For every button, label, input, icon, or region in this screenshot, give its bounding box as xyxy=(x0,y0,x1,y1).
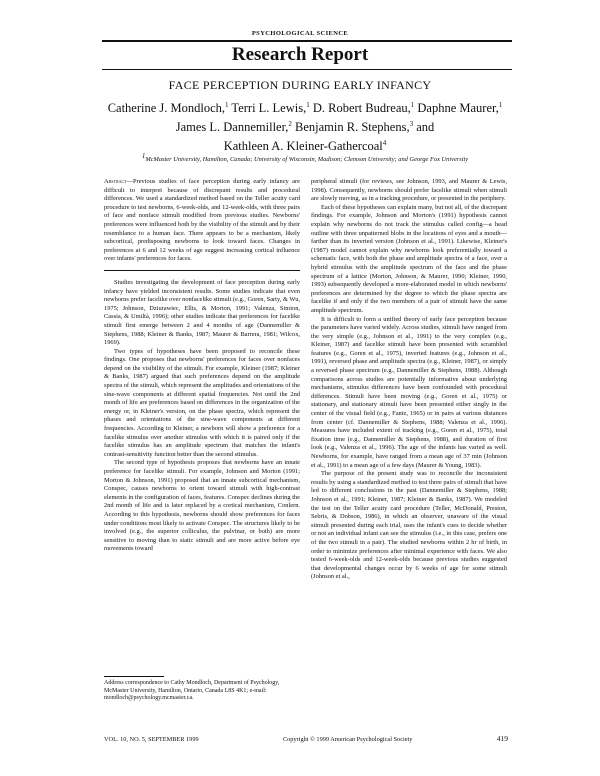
author-name: D. Robert Budreau, xyxy=(309,101,411,116)
affiliations-text: McMaster University, Hamilton, Canada; University of Wisconsin, Madison; Clemson University; and George Fox University xyxy=(145,156,469,164)
section-rule xyxy=(102,69,512,70)
body-paragraph: The purpose of the present study was to reconcile the inconsistent results by using a standardized method to test three pairs of stimuli that have led to different conclusions in the past (Dannemiller & Stephens, 1988; Johnson et al., 1991; Kleiner, 1987; Kleiner & Banks, 1987). We modeled the test on the Teller acuity card procedure (Teller, McDonald, Preston, Sebris, & Dobson, 1986), in which an observer, unaware of the visual stimuli presented during each trial, uses the infant's cues to decide whether or not an individual infant can see the stimulus (i.e., in this case, prefers one of the two stimuli in a pair). The studied newborns within 2 hr of birth, in order to minimize preferences after minimal experience with faces. We also tested 6-week-olds and 12-week-olds because previous studies suggested that developmental changes occur by 6 weeks of age for some stimuli (Johnson et al., xyxy=(311,470,507,581)
left-column xyxy=(104,178,300,554)
body-paragraph: Two types of hypotheses have been proposed to reconcile these findings. One proposes that newborns' preferences for faces over nonfaces depend on the visibility of the stimuli. For example, Kleiner (1987; Kleiner & Banks, 1987) argued that such preferences depend on the amplitude spectra of the stimuli, which represent the amplitudes and orientations of the sine-wave components at different spatial frequencies. Not until the 2nd month of life are preferences based on differences in the organization of the energy or, in Kleiner's version, on the phase spectra, which represent the phases and orientations of the sine-wave components at different frequencies. According to Kleiner, a newborn will show a preference for a facelike stimulus over another stimulus with which it is paired only if the facelike stimulus has an amplitude spectrum that matches the infant's contrast-sensitivity function better than the second stimulus. xyxy=(104,347,300,458)
abstract-label: Abstract— xyxy=(104,178,134,185)
author-name: Kathleen A. Kleiner-Gathercoal xyxy=(223,139,383,154)
header-rule xyxy=(102,40,512,42)
paper-title: FACE PERCEPTION DURING EARLY INFANCY xyxy=(168,78,432,92)
section-title: Research Report xyxy=(231,44,369,65)
abstract-text: Previous studies of face perception during early infancy are difficult to interpret because of discrepant results and procedural differences. We used a standardized method based on the Teller acuity card procedure to test newborns, 6-week-olds, and 12-week-olds, with three pairs of face and nonface stimuli modified from previous studies. Newborns' preferences were influenced both by the visibility of the stimuli and by their resemblance to a human face. There appears to be a mechanism, likely subcortical, predisposing newborns to look toward faces. Changes in preferences at 6 and 12 weeks of age suggest increasing cortical influence over infants' preferences for faces. xyxy=(104,178,300,263)
footnote-rule xyxy=(104,676,164,677)
page-number: 419 xyxy=(496,734,508,743)
abstract-rule xyxy=(104,270,300,271)
copyright-notice: Copyright © 1999 American Psychological Society xyxy=(282,736,413,743)
body-paragraph: peripheral stimuli (for reviews, see Johnson, 1993, and Maurer & Lewis, 1998). Consequently, newborns should prefer facelike stimuli when stimuli are slowly moving, as in a tracking procedure, or presented in the periphery. xyxy=(311,178,507,203)
affiliation-marker: 2 xyxy=(288,120,292,129)
body-paragraph: Each of these hypotheses can explain many, but not all, of the discrepant findings. For example, Johnson and Morton's (1991) hypothesis cannot explain why newborns do not track the stimulus called config—a head outline with three unpatterned blobs in the locations of eyes and a mouth—farther than its inverted version (Johnson et al., 1991). Likewise, Kleiner's (1987) model cannot explain why newborns look preferentially toward a schematic face, with both the phase and amplitude spectra of a face, over a hybrid stimulus with the amplitude spectrum of the face and the phase spectrum of a lattice (Morton, Johnson, & Maurer, 1990; Kleiner, 1990, 1993) subsequently developed a more-elaborated model in which newborns' preferences are determined by the degree to which the phase spectra are facelike if and only if the two members of a pair of stimuli have the same amplitude spectrum. xyxy=(311,203,507,314)
page-footer xyxy=(104,734,508,743)
author-name: Daphne Maurer, xyxy=(414,101,499,116)
author-name: Catherine J. Mondloch, xyxy=(107,101,226,116)
author-list xyxy=(90,97,520,154)
affiliation-marker: 1 xyxy=(225,101,229,109)
affiliation-marker: 1 xyxy=(498,101,503,109)
author-conjunction: and xyxy=(413,120,435,135)
affiliation-marker: 3 xyxy=(409,120,414,129)
journal-name: PSYCHOLOGICAL SCIENCE xyxy=(251,30,349,37)
body-paragraph: It is difficult to form a unified theory of early face perception because the parameters have varied widely. Across studies, stimuli have ranged from the very simple (e.g., Johnson et al., 1991) to the very complex (e.g., Kleiner, 1987) and facelike stimuli have been presented with scrambled features (e.g., Goren et al., 1975), inverted features (e.g., Johnson et al., 1991), reversed phase and amplitude spectra (e.g., Kleiner, 1987), or simply a reversed phase spectrum (e.g., Dannemiller & Stephens, 1988). Although comparisons across studies are potentially informative about underlying mechanisms, stimulus differences have been confounded with procedural differences. Stimuli have been moving (e.g., Goren et al., 1975) or stationary, and stationary stimuli have been presented either singly in the center of the visual field (e.g., Fantz, 1965) or in pairs at various distances from center (cf. Dannemiller & Stephens, 1988; Valenza et al., 1996). Measures have included extent of tracking (e.g., Goren et al., 1975), total fixation time (e.g., Dannemiller & Stephens, 1988), and duration of first look (e.g., Valenza et al., 1996). The age of the infants has varied as well. Newborns, for example, have ranged from a mean age of 37 min (Johnson et al., 1991) to a mean age of a few days (Maurer & Young, 1983). xyxy=(311,315,507,469)
right-column xyxy=(311,178,507,582)
body-paragraph: Studies investigating the development of face perception during early infancy have yielded inconsistent results. Some studies indicate that even newborns prefer facelike over nonfacelike stimuli (e.g., Goren, Sarty, & Wu, 1975; Johnson, Dziurawiec, Ellis, & Morton, 1991; Valenza, Simion, Cassia, & Umiltà, 1996); other studies indicate that preferences for facelike stimuli first emerge between 2 and 4 months of age (Dannemiller & Stephens, 1988; Kleiner & Banks, 1987; Maurer & Barrera, 1981; Wilcox, 1969). xyxy=(104,278,300,347)
author-name: James L. Dannemiller, xyxy=(175,120,289,135)
affiliation-marker: 1 xyxy=(306,101,310,109)
volume-info: VOL. 10, NO. 5, SEPTEMBER 1999 xyxy=(104,736,199,743)
body-paragraph: The second type of hypothesis proposes that newborns have an innate preference for facelike stimuli. For example, Johnson and Morton (1991; Morton & Johnson, 1991) proposed that an innate subcortical mechanism, Conspec, causes newborns to orient toward stimuli with high-contrast elements in the configuration of faces, features. Conspec declines during the 2nd month of life and is later replaced by a cortical mechanism, Conlern. According to this hypothesis, newborns should show preferences for faces under conditions most likely to activate Conspec. The structures likely to be involved (e.g., the superior colliculus, the pulvinar, or both) are more sensitive to moving than to static stimuli and are more active before eye movements toward xyxy=(104,459,300,553)
correspondence-footnote: Address correspondence to Cathy Mondloch, Department of Psychology, McMaster University, Hamilton, Ontario, Canada L8S 4K1; e-mail: mondloch@psychology.mcmaster.ca. xyxy=(104,680,280,702)
affiliation-marker: 4 xyxy=(382,139,387,148)
affiliation-marker: 1 xyxy=(141,152,146,160)
abstract xyxy=(104,178,300,264)
author-name: Benjamin R. Stephens, xyxy=(291,120,410,135)
author-name: Terri L. Lewis, xyxy=(228,101,307,116)
affiliation-marker: 1 xyxy=(410,101,415,109)
affiliations xyxy=(80,152,530,163)
